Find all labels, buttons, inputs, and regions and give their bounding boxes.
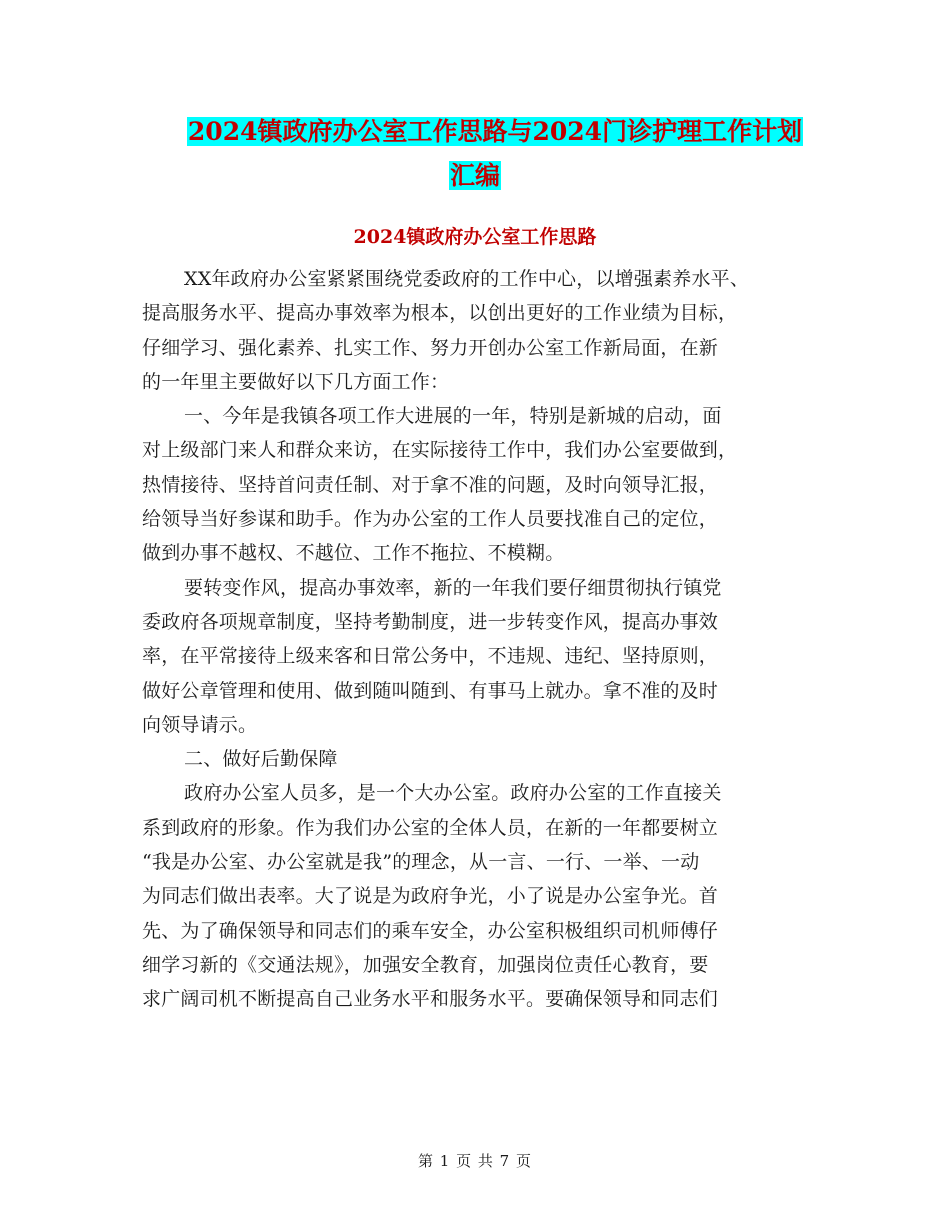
document-title-continued	[0, 154, 950, 198]
paragraph-line: “我是办公室、办公室就是我”的理念，从一言、一行、一举、一动	[142, 851, 700, 874]
paragraph-line: 系到政府的形象。作为我们办公室的全体人员，在新的一年都要树立	[142, 816, 719, 839]
paragraph-line: 的一年里主要做好以下几方面工作：	[142, 370, 450, 393]
title-highlight-line2: 汇编	[449, 161, 500, 190]
page-footer: 第 1 页 共 7 页	[418, 1152, 532, 1170]
paragraph-line: 向领导请示。	[142, 713, 258, 736]
paragraph-line: 做到办事不越权、不越位、工作不拖拉、不模糊。	[142, 542, 565, 565]
document-title	[0, 110, 950, 154]
paragraph-line: 仔细学习、强化素养、扎实工作、努力开创办公室工作新局面，在新	[142, 336, 719, 359]
title-highlight-line1: 2024镇政府办公室工作思路与2024门诊护理工作计划	[187, 117, 803, 146]
paragraph-line: 要转变作风，提高办事效率，新的一年我们要仔细贯彻执行镇党	[184, 576, 722, 599]
paragraph-line: 二、做好后勤保障	[184, 748, 338, 771]
paragraph-line: 提高服务水平、提高办事效率为根本，以创出更好的工作业绩为目标，	[142, 302, 738, 325]
paragraph-line: XX年政府办公室紧紧围绕党委政府的工作中心，以增强素养水平、	[184, 268, 750, 290]
section-title: 2024镇政府办公室工作思路	[353, 226, 597, 248]
paragraph-line: 热情接待、坚持首问责任制、对于拿不准的问题，及时向领导汇报，	[142, 473, 719, 496]
paragraph-line: 做好公章管理和使用、做到随叫随到、有事马上就办。拿不准的及时	[142, 679, 719, 702]
paragraph-line: 率，在平常接待上级来客和日常公务中，不违规、违纪、坚持原则，	[142, 645, 719, 668]
paragraph-line: 政府办公室人员多，是一个大办公室。政府办公室的工作直接关	[184, 782, 722, 805]
paragraph-line: 为同志们做出表率。大了说是为政府争光，小了说是办公室争光。首	[142, 885, 719, 908]
paragraph-line: 求广阔司机不断提高自己业务水平和服务水平。要确保领导和同志们	[142, 988, 719, 1011]
body-text	[142, 262, 812, 1017]
paragraph-line: 一、今年是我镇各项工作大进展的一年，特别是新城的启动，面	[184, 405, 722, 428]
paragraph-line: 委政府各项规章制度，坚持考勤制度，进一步转变作风，提高办事效	[142, 610, 719, 633]
paragraph-line: 给领导当好参谋和助手。作为办公室的工作人员要找准自己的定位，	[142, 508, 719, 531]
paragraph-line: 细学习新的《交通法规》，加强安全教育，加强岗位责任心教育，要	[142, 953, 709, 976]
paragraph-line: 先、为了确保领导和同志们的乘车安全，办公室积极组织司机师傅仔	[142, 919, 719, 942]
paragraph-line: 对上级部门来人和群众来访，在实际接待工作中，我们办公室要做到，	[142, 439, 738, 462]
